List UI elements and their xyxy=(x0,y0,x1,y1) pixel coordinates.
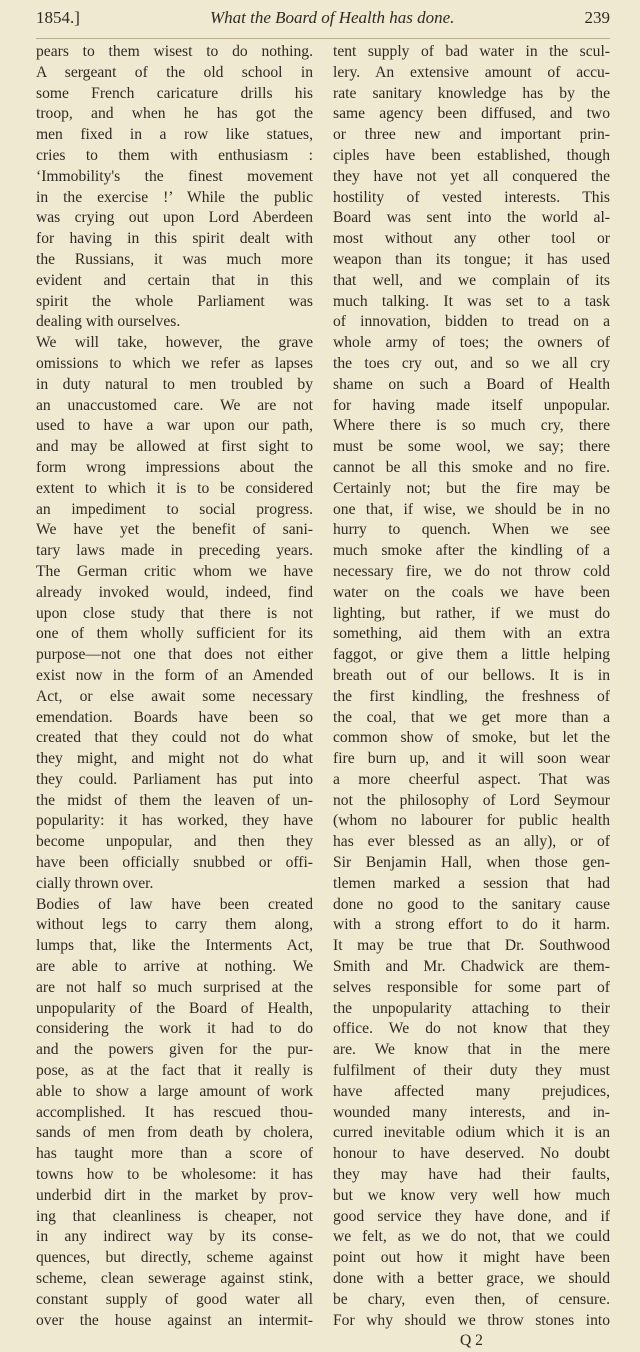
text-line: one that, if wise, we should be in no xyxy=(333,500,610,518)
text-line: for having in this spirit dealt with xyxy=(36,230,313,248)
text-line: The German critic whom we have xyxy=(36,562,313,580)
text-line: wounded many interests, and in- xyxy=(333,1103,610,1121)
text-line: popularity: it has worked, they have xyxy=(36,812,313,830)
text-line: but we know very well how much xyxy=(333,1186,610,1204)
text-line: something, aid them with an extra xyxy=(333,625,610,643)
text-line: ‘Immobility's the finest movement xyxy=(36,167,313,185)
text-line: able to show a large amount of work xyxy=(36,1082,313,1100)
text-line: done no good to the sanitary cause xyxy=(333,895,610,913)
text-line: underbid dirt in the market by prov- xyxy=(36,1186,313,1204)
text-line: hurry to quench. When we see xyxy=(333,521,610,539)
text-line: have been officially snubbed or offi- xyxy=(36,854,313,872)
text-line: We have yet the benefit of sani- xyxy=(36,521,313,539)
text-line: exist now in the form of an Amended xyxy=(36,666,313,684)
text-line: We will take, however, the grave xyxy=(36,334,313,352)
text-line: or three new and important prin- xyxy=(333,126,610,144)
text-line: of innovation, bidden to tread on a xyxy=(333,313,610,331)
text-columns xyxy=(36,42,610,1350)
text-line: pose, as at the fact that it really is xyxy=(36,1062,313,1080)
text-line: they could. Parliament has put into xyxy=(36,770,313,788)
text-line: already invoked would, indeed, find xyxy=(36,583,313,601)
text-line: good service they have done, and if xyxy=(333,1207,610,1225)
text-line: considering the work it had to do xyxy=(36,1020,313,1038)
text-line: in duty natural to men troubled by xyxy=(36,375,313,393)
text-line: that well, and we complain of its xyxy=(333,271,610,289)
text-line: be chary, even then, of censure. xyxy=(333,1290,610,1308)
text-line: extent to which it is to be considered xyxy=(36,479,313,497)
text-line: (whom no labourer for public health xyxy=(333,812,610,830)
text-line: we felt, as we do not, that we could xyxy=(333,1228,610,1246)
text-line: most without any other tool or xyxy=(333,230,610,248)
text-line: are. We know that in the mere xyxy=(333,1041,610,1059)
text-line: created that they could not do what xyxy=(36,729,313,747)
text-line: has ever blessed as an ally), or of xyxy=(333,833,610,851)
text-line: faggot, or give them a little helping xyxy=(333,646,610,664)
text-line: tent supply of bad water in the scul- xyxy=(333,43,610,60)
text-line: they may have had their faults, xyxy=(333,1166,610,1184)
text-line: in the exercise !’ While the public xyxy=(36,188,313,206)
text-line: accomplished. It has rescued thou- xyxy=(36,1103,313,1121)
text-line: Certainly not; but the fire may be xyxy=(333,479,610,497)
text-line: emendation. Boards have been so xyxy=(36,708,313,726)
running-head xyxy=(36,8,610,39)
page-number: 239 xyxy=(584,8,610,27)
text-line: an impediment to social progress. xyxy=(36,500,313,518)
text-line: are not half so much surprised at the xyxy=(36,978,313,996)
text-line: used to have a war upon our path, xyxy=(36,417,313,435)
text-line: curred inevitable odium which it is an xyxy=(333,1124,610,1142)
text-line: It may be true that Dr. Southwood xyxy=(333,937,610,955)
text-line: scheme, clean sewerage against stink, xyxy=(36,1270,313,1288)
text-line: tary laws made in preceding years. xyxy=(36,542,313,560)
text-line: they have not yet all conquered the xyxy=(333,167,610,185)
text-line: tlemen marked a session that had xyxy=(333,874,610,892)
text-line: Where there is so much cry, there xyxy=(333,417,610,435)
text-line: not the philosophy of Lord Seymour xyxy=(333,791,610,809)
text-line: form wrong impressions about the xyxy=(36,458,313,476)
text-line: Board was sent into the world al- xyxy=(333,209,610,227)
text-line: water on the coals we have been xyxy=(333,583,610,601)
text-line: in any indirect way by its conse- xyxy=(36,1228,313,1246)
text-line: the coal, that we get more than a xyxy=(333,708,610,726)
text-line: Sir Benjamin Hall, when those gen- xyxy=(333,854,610,872)
text-line: a more cheerful aspect. That was xyxy=(333,770,610,788)
text-line: cannot be all this smoke and no fire. xyxy=(333,458,610,476)
text-line: are able to arrive at nothing. We xyxy=(36,958,313,976)
text-line: lighting, but rather, if we must do xyxy=(333,604,610,622)
text-line: the first kindling, the freshness of xyxy=(333,687,610,705)
text-line: they might, and might not do what xyxy=(36,750,313,768)
text-line: have affected many prejudices, xyxy=(333,1082,610,1100)
running-head-title: What the Board of Health has done. xyxy=(209,8,455,27)
text-line: hostility of vested interests. This xyxy=(333,188,610,206)
text-line: the toes cry out, and so we all cry xyxy=(333,354,610,372)
text-line: was crying out upon Lord Aberdeen xyxy=(36,209,313,227)
text-line: fire burn up, and it will soon wear xyxy=(333,750,610,768)
text-line: spirit the whole Parliament was xyxy=(36,292,313,310)
text-line: lery. An extensive amount of accu- xyxy=(333,63,610,81)
text-line: constant supply of good water all xyxy=(36,1290,313,1308)
text-line: same agency been diffused, and two xyxy=(333,105,610,123)
text-line: ciples have been established, though xyxy=(333,146,610,164)
signature-mark: Q 2 xyxy=(460,1332,483,1350)
text-line: whole army of toes; the owners of xyxy=(333,334,610,352)
text-line: lumps that, like the Interments Act, xyxy=(36,937,313,955)
text-line: troop, and when he has got the xyxy=(36,105,313,123)
text-line: one of them wholly sufficient for its xyxy=(36,625,313,643)
text-line: shame on such a Board of Health xyxy=(333,375,610,393)
text-line: office. We do not know that they xyxy=(333,1020,610,1038)
text-line: for having made itself unpopular. xyxy=(333,396,610,414)
text-line: has taught more than a score of xyxy=(36,1145,313,1163)
text-line: with a strong effort to do it harm. xyxy=(333,916,610,934)
text-line: cially thrown over. xyxy=(36,874,154,892)
text-line: sands of men from death by cholera, xyxy=(36,1124,313,1142)
text-line: without legs to carry them along, xyxy=(36,916,313,934)
text-line: and the powers given for the pur- xyxy=(36,1041,313,1059)
text-line: an unaccustomed care. We are not xyxy=(36,396,313,414)
text-line: much talking. It was set to a task xyxy=(333,292,610,310)
text-line: Smith and Mr. Chadwick are them- xyxy=(333,958,610,976)
text-line: unpopularity of the Board of Health, xyxy=(36,999,313,1017)
text-line: towns how to be wholesome: it has xyxy=(36,1166,313,1184)
text-line: For why should we throw stones into xyxy=(333,1311,610,1329)
text-line: honour to have deserved. No doubt xyxy=(333,1145,610,1163)
text-line: become unpopular, and then they xyxy=(36,833,313,851)
text-line: breath out of our bellows. It is in xyxy=(333,666,610,684)
text-line: cries to them with enthusiasm : xyxy=(36,146,313,164)
left-column xyxy=(36,42,313,1329)
text-line: rate sanitary knowledge has by the xyxy=(333,84,610,102)
text-line: done with a better grace, we should xyxy=(333,1270,610,1288)
text-line: upon close study that there is not xyxy=(36,604,313,622)
text-line: over the house against an intermit- xyxy=(36,1311,313,1329)
text-line: Act, or else await some necessary xyxy=(36,687,313,705)
text-line: men fixed in a row like statues, xyxy=(36,126,313,144)
text-line: the midst of them the leaven of un- xyxy=(36,791,313,809)
text-line: dealing with ourselves. xyxy=(36,313,181,331)
text-line: much smoke after the kindling of a xyxy=(333,542,610,560)
text-line: the Russians, it was much more xyxy=(36,250,313,268)
text-line: common show of smoke, but let the xyxy=(333,729,610,747)
text-line: omissions to which we refer as lapses xyxy=(36,354,313,372)
text-line: Bodies of law have been created xyxy=(36,895,313,913)
text-line: fulfilment of their duty they must xyxy=(333,1062,610,1080)
text-line: and may be allowed at first sight to xyxy=(36,438,313,456)
text-line: pears to them wisest to do nothing. xyxy=(36,43,313,60)
text-line: A sergeant of the old school in xyxy=(36,63,313,81)
text-line: ing that cleanliness is cheaper, not xyxy=(36,1207,313,1225)
text-line: some French caricature drills his xyxy=(36,84,313,102)
text-line: purpose—not one that does not either xyxy=(36,646,313,664)
text-line: quences, but directly, scheme against xyxy=(36,1249,313,1267)
text-line: necessary fire, we do not throw cold xyxy=(333,562,610,580)
text-line: weapon than its tongue; it has used xyxy=(333,250,610,268)
text-line: must be some wool, we say; there xyxy=(333,438,610,456)
right-column xyxy=(333,42,610,1350)
text-line: selves responsible for some part of xyxy=(333,978,610,996)
text-line: point out how it might have been xyxy=(333,1249,610,1267)
text-line: the unpopularity attaching to their xyxy=(333,999,610,1017)
text-line: evident and certain that in this xyxy=(36,271,313,289)
running-head-year: 1854.] xyxy=(36,8,80,27)
